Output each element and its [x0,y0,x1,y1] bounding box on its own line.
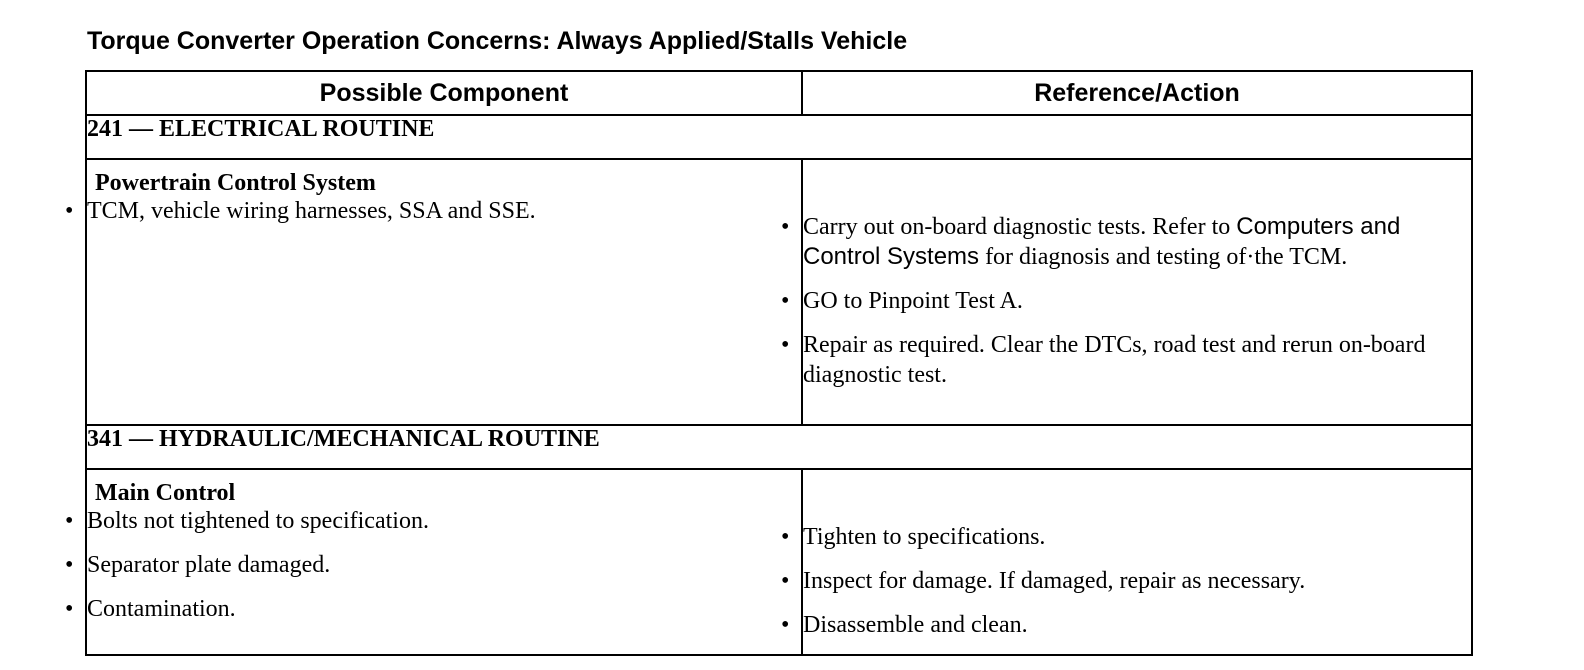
list-item: • Inspect for damage. If damaged, repair as necessary. [803,566,1471,596]
action-list [803,470,1471,640]
list-item: • Disassemble and clean. [803,610,1471,640]
list-item: • Separator plate damaged. [87,550,801,580]
diagnosis-table [85,70,1473,656]
table-row [86,159,1472,425]
component-list [87,196,801,226]
action-text: Carry out on-board diagnostic tests. Refer to [803,214,1231,240]
column-header-action: Reference/Action [802,71,1472,115]
section-label: 341 — HYDRAULIC/MECHANICAL ROUTINE [86,425,1472,469]
list-item: • TCM, vehicle wiring harnesses, SSA and SSE. [87,196,801,226]
list-item: • Bolts not tightened to specification. [87,506,801,536]
page-title: Torque Converter Operation Concerns: Always Applied/Stalls Vehicle [87,27,908,55]
section-row-electrical [86,115,1472,159]
reference-link[interactable]: Computers and Control Systems [803,213,1401,270]
section-label: 241 — ELECTRICAL ROUTINE [86,115,1472,159]
action-list [803,160,1471,390]
component-list [87,506,801,624]
list-item: • Tighten to specifications. [803,522,1471,552]
component-cell [86,159,802,425]
column-header-component: Possible Component [86,71,802,115]
component-cell [86,469,802,655]
list-item: • Repair as required. Clear the DTCs, road test and rerun on-board diagnostic test. [803,330,1471,390]
table-header-row [86,71,1472,115]
table-row [86,469,1472,655]
group-heading: Powertrain Control System [95,170,376,196]
section-row-hydraulic [86,425,1472,469]
group-heading: Main Control [95,480,236,506]
action-cell [802,159,1472,425]
list-item: • GO to Pinpoint Test A. [803,286,1471,316]
action-cell [802,469,1472,655]
list-item: • Contamination. [87,594,801,624]
action-text: for diagnosis and testing of·the TCM. [985,244,1348,270]
list-item [803,212,1471,272]
